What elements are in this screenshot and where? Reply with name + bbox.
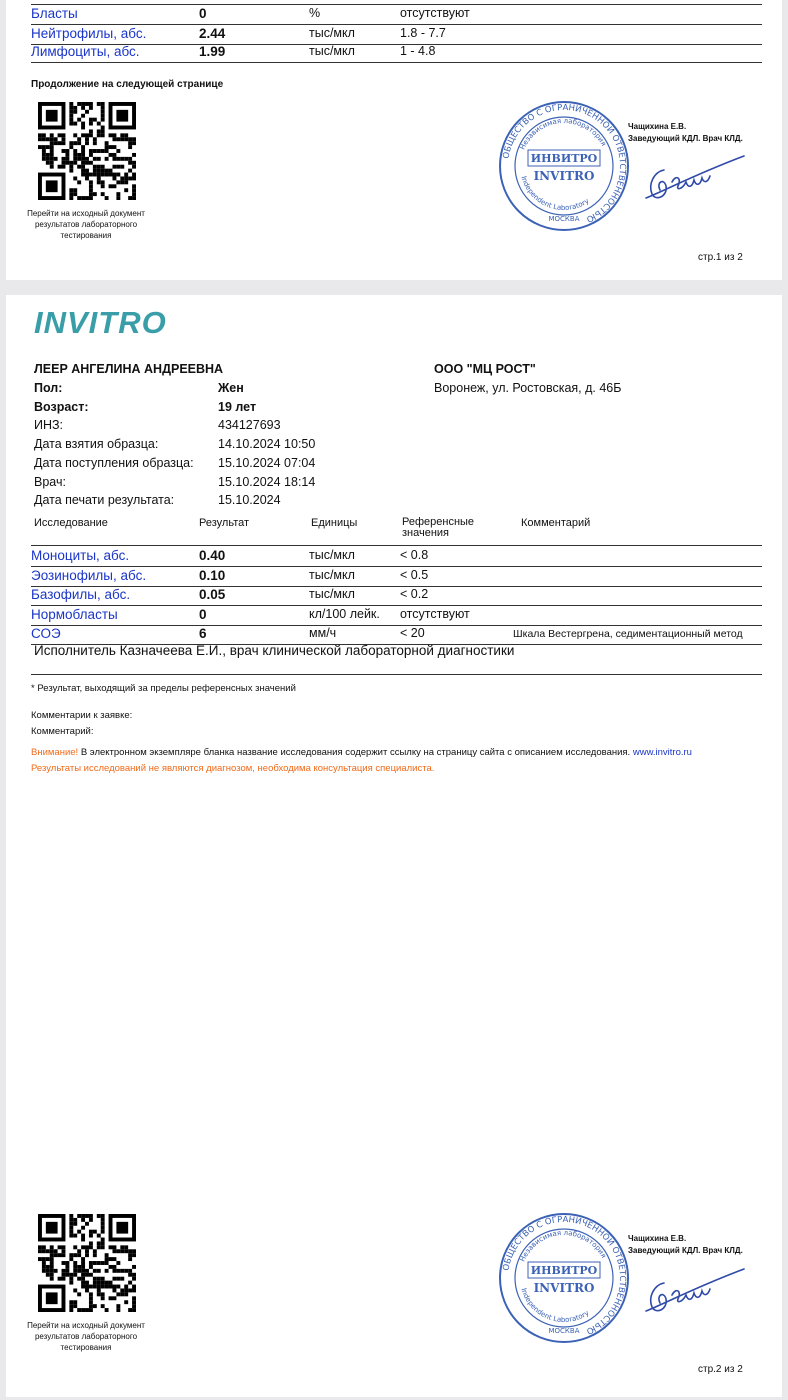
stamp-outer-text: ОБЩЕСТВО С ОГРАНИЧЕННОЙ ОТВЕТСТВЕННОСТЬЮ: [501, 1214, 628, 1336]
test-name-link[interactable]: Эозинофилы, абс.: [31, 568, 147, 583]
test-name-link[interactable]: Моноциты, абс.: [31, 548, 130, 563]
footnote: * Результат, выходящий за пределы референсных значений: [31, 683, 296, 694]
warning-prefix: Внимание!: [31, 747, 79, 758]
patient-name: ЛЕЕР АНГЕЛИНА АНДРЕЕВНА: [34, 362, 224, 376]
test-name-link[interactable]: Лимфоциты, абс.: [31, 44, 140, 59]
reference-range: < 0.5: [400, 568, 429, 582]
result-value: 0.10: [199, 568, 226, 583]
field-label: Возраст:: [34, 400, 89, 414]
units: тыс/мкл: [309, 568, 355, 582]
reference-range: 1.8 - 7.7: [400, 26, 446, 40]
table-row: [31, 4, 762, 25]
units: мм/ч: [309, 626, 337, 640]
result-value: 6: [199, 626, 207, 641]
units: %: [309, 6, 321, 20]
signer-block: [628, 1233, 743, 1257]
header-result: Результат: [199, 517, 250, 529]
header-test: Исследование: [34, 517, 108, 529]
table-row: [31, 546, 762, 567]
handwritten-signature: [636, 1265, 746, 1320]
report-page-1: [6, 0, 782, 280]
divider: [31, 674, 762, 675]
page-number: стр.2 из 2: [698, 1364, 743, 1375]
disclaimer: Результаты исследований не являются диагнозом, необходима консультация специалиста.: [31, 763, 435, 774]
stamp-brand-ru: ИНВИТРО: [530, 152, 598, 165]
continuation-note: Продолжение на следующей странице: [31, 79, 224, 90]
result-value: 0: [199, 6, 207, 21]
result-value: 0.40: [199, 548, 226, 563]
header-units: Единицы: [311, 517, 358, 529]
stamp-city: МОСКВА: [548, 1327, 580, 1335]
field-value: 14.10.2024 10:50: [218, 437, 316, 451]
table-row: [31, 566, 762, 587]
comment-label: Комментарий:: [31, 726, 94, 737]
field-value: 15.10.2024: [218, 493, 281, 507]
warning-text: В электронном экземпляре бланка название исследования содержит ссылку на страницу сайта с описанием исследования.: [78, 747, 631, 758]
header-reference-line1: Референсные: [402, 516, 475, 528]
table-header: [31, 515, 762, 546]
clinic-name: ООО "МЦ РОСТ": [434, 362, 536, 376]
header-comment: Комментарий: [521, 517, 591, 529]
stamp-outer-text: ОБЩЕСТВО С ОГРАНИЧЕННОЙ ОТВЕТСТВЕННОСТЬЮ: [501, 102, 628, 224]
stamp-inner-text: Независимая лаборатория: [518, 116, 608, 152]
handwritten-signature: [636, 152, 746, 207]
header-reference: [402, 517, 474, 539]
field-value: 15.10.2024 07:04: [218, 456, 316, 470]
reference-range: < 0.8: [400, 548, 429, 562]
qr-caption: Перейти на исходный документ результатов лабораторного тестирования: [27, 1321, 145, 1352]
table-row: [31, 585, 762, 606]
field-value: 15.10.2024 18:14: [218, 475, 316, 489]
test-name-link[interactable]: Базофилы, абс.: [31, 587, 131, 602]
qr-code[interactable]: [38, 102, 136, 200]
field-value: Жен: [218, 381, 244, 395]
qr-code[interactable]: [38, 1214, 136, 1312]
field-label: Пол:: [34, 381, 63, 395]
test-name-link[interactable]: СОЭ: [31, 626, 61, 641]
invitro-site-link[interactable]: www.invitro.ru: [632, 747, 692, 758]
field-label: Дата печати результата:: [34, 493, 175, 507]
units: кл/100 лейк.: [309, 607, 380, 621]
test-name-link[interactable]: Бласты: [31, 6, 78, 21]
test-name-link[interactable]: Нормобласты: [31, 607, 118, 622]
signer-title: Заведующий КДЛ. Врач КЛД.: [628, 1246, 743, 1255]
test-name-link[interactable]: Нейтрофилы, абс.: [31, 26, 147, 41]
table-row: [31, 605, 762, 626]
units: тыс/мкл: [309, 548, 355, 562]
report-page-2: [6, 295, 782, 1397]
laboratory-stamp: [498, 100, 630, 232]
stamp-brand-en: INVITRO: [533, 169, 595, 183]
stamp-brand-ru: ИНВИТРО: [530, 1264, 598, 1277]
signer-block: [628, 121, 743, 145]
reference-range: отсутствуют: [400, 6, 470, 20]
result-value: 0: [199, 607, 207, 622]
signer-name: Чащихина Е.В.: [628, 122, 687, 131]
field-label: Дата взятия образца:: [34, 437, 159, 451]
stamp-city: МОСКВА: [548, 215, 580, 223]
field-value: 434127693: [218, 418, 281, 432]
reference-range: < 0.2: [400, 587, 429, 601]
signer-name: Чащихина Е.В.: [628, 1234, 687, 1243]
clinic-address: Воронеж, ул. Ростовская, д. 46Б: [434, 381, 622, 395]
comment: Шкала Вестергрена, седиментационный метод: [513, 628, 743, 640]
reference-range: отсутствуют: [400, 607, 470, 621]
reference-range: 1 - 4.8: [400, 44, 436, 58]
stamp-inner-text: Независимая лаборатория: [518, 1228, 608, 1264]
result-value: 2.44: [199, 26, 226, 41]
field-label: Дата поступления образца:: [34, 456, 194, 470]
field-label: Врач:: [34, 475, 66, 489]
header-reference-line2: значения: [402, 527, 450, 539]
reference-range: < 20: [400, 626, 425, 640]
stamp-sub-text: Independent Laboratory: [519, 175, 591, 213]
invitro-logo: INVITRO: [34, 305, 167, 340]
page-number: стр.1 из 2: [698, 252, 743, 263]
field-value: 19 лет: [218, 400, 257, 414]
table-row: [31, 42, 762, 63]
stamp-sub-text: Independent Laboratory: [519, 1287, 591, 1325]
units: тыс/мкл: [309, 44, 355, 58]
laboratory-stamp: [498, 1212, 630, 1344]
warning-line: [31, 747, 692, 758]
table-row: [31, 624, 762, 645]
field-label: ИНЗ:: [34, 418, 64, 432]
result-value: 0.05: [199, 587, 226, 602]
signer-title: Заведующий КДЛ. Врач КЛД.: [628, 134, 743, 143]
qr-caption: Перейти на исходный документ результатов лабораторного тестирования: [27, 209, 145, 240]
stamp-brand-en: INVITRO: [533, 1281, 595, 1295]
units: тыс/мкл: [309, 26, 355, 40]
order-comments-label: Комментарии к заявке:: [31, 710, 133, 721]
result-value: 1.99: [199, 44, 226, 59]
performer: Исполнитель Казначеева Е.И., врач клинической лабораторной диагностики: [34, 643, 515, 658]
units: тыс/мкл: [309, 587, 355, 601]
